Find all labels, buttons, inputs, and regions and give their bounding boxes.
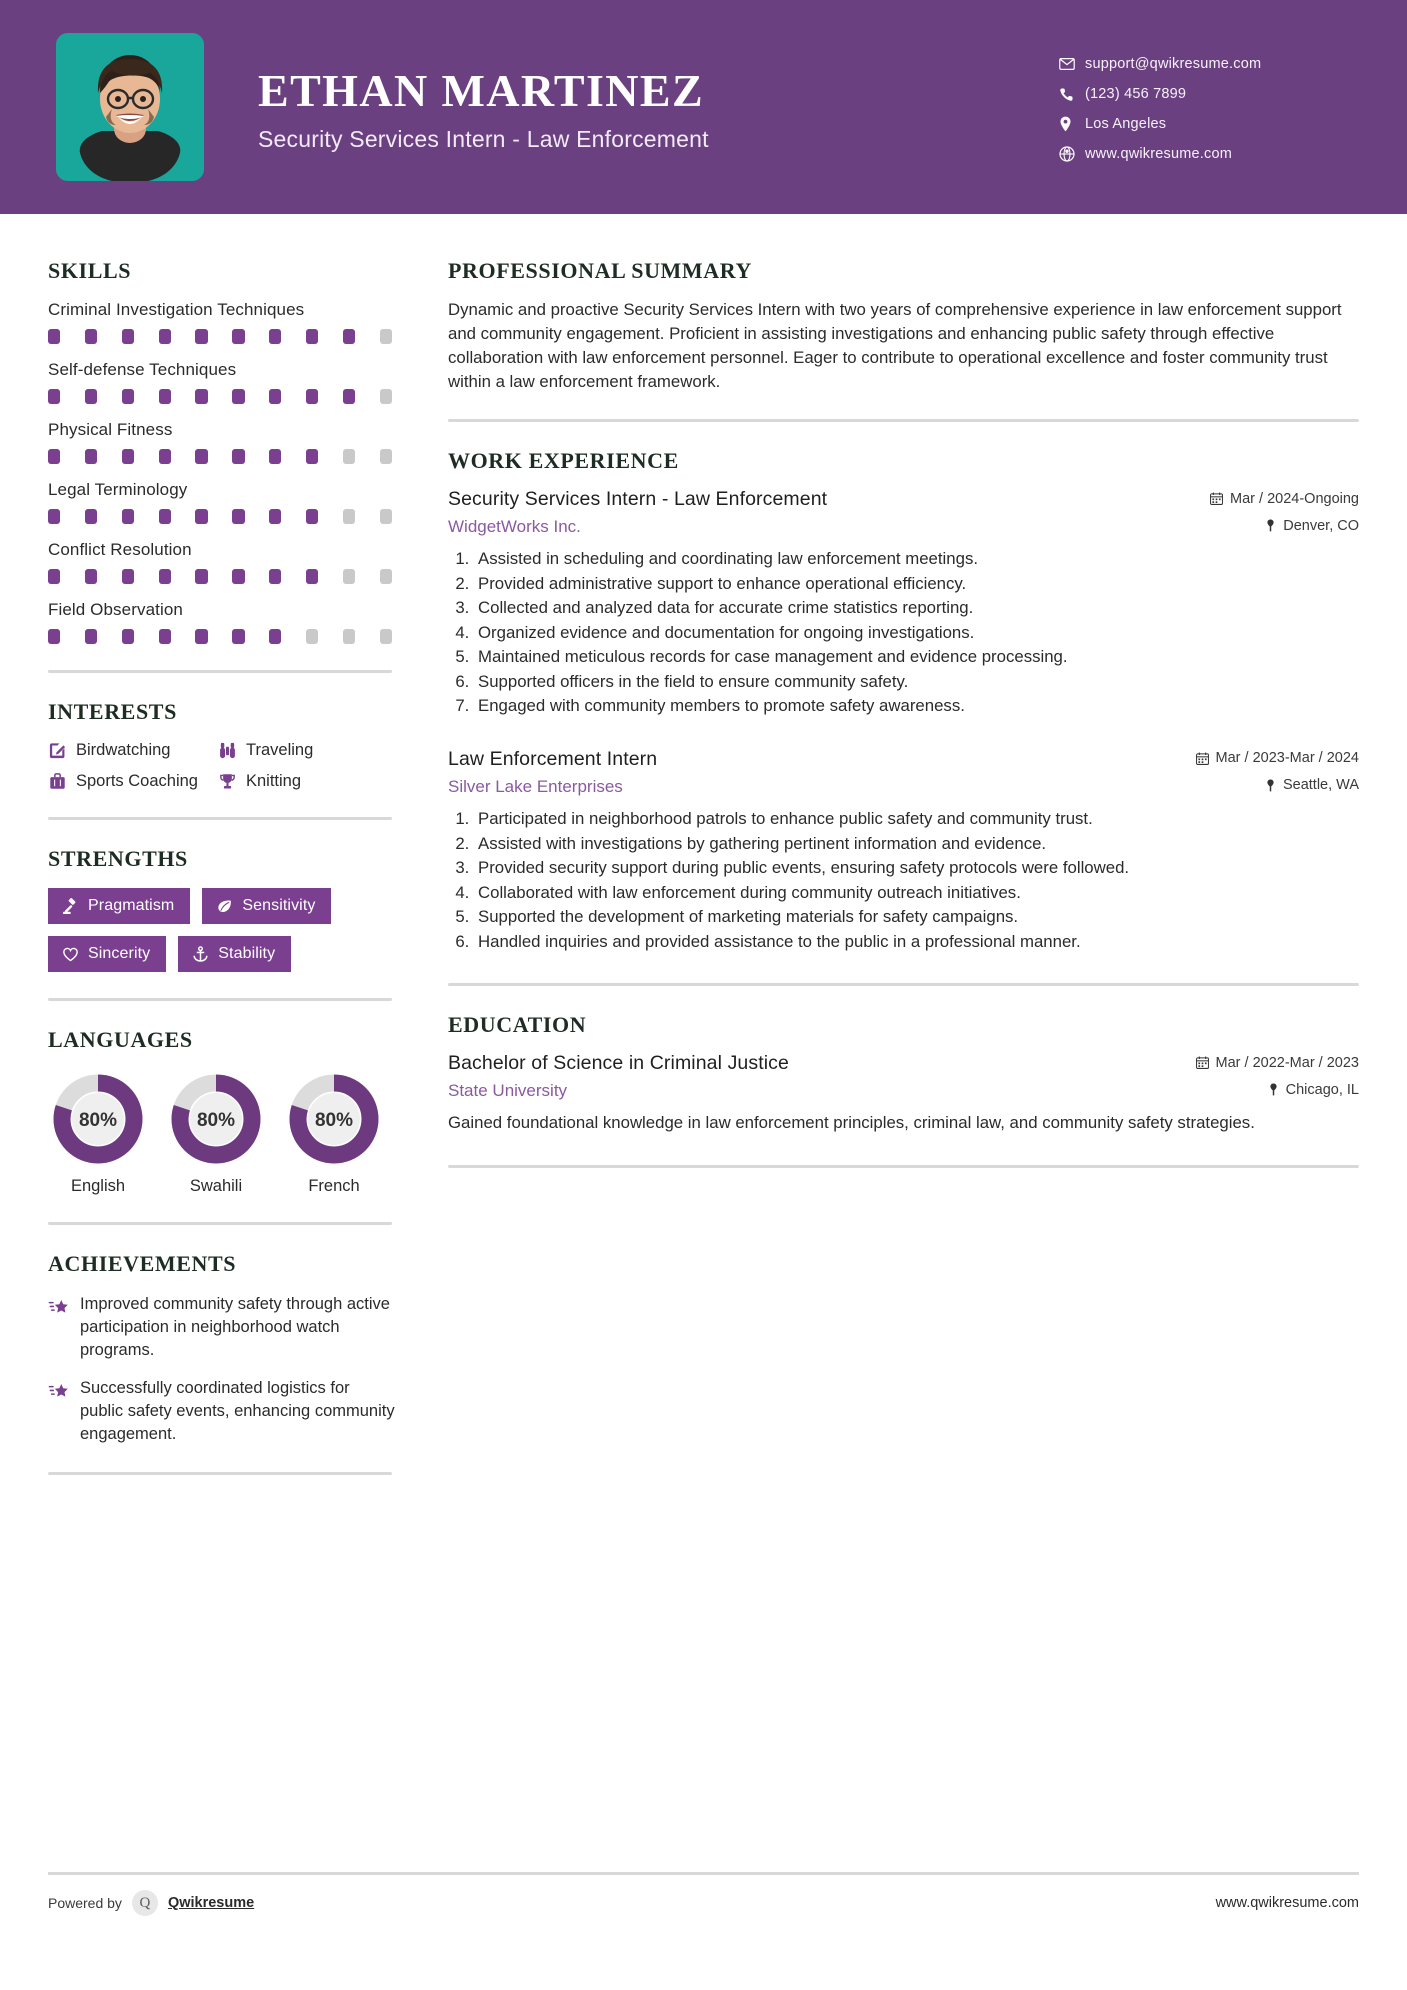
job-head [448, 488, 1359, 511]
phone-icon [1059, 87, 1085, 102]
job-title: Law Enforcement Intern [448, 747, 658, 770]
rating-dot-empty [380, 389, 392, 404]
skill-label: Legal Terminology [48, 480, 188, 499]
job-duty: 1. Assisted in scheduling and coordinating law enforcement meetings. [474, 547, 1359, 571]
experience-title: WORK EXPERIENCE [448, 448, 679, 474]
avatar-photo [56, 33, 204, 181]
rating-dot-filled [269, 569, 281, 584]
trophy-icon [218, 772, 246, 791]
skill-rating [48, 509, 392, 524]
gavel-icon [62, 898, 79, 915]
skill-item [48, 360, 400, 404]
section-education [448, 1012, 1359, 1135]
avatar [56, 33, 204, 181]
leaf-icon [216, 898, 233, 915]
rating-dot-filled [85, 389, 97, 404]
map-pin-icon [1265, 779, 1276, 792]
rating-dot-filled [85, 449, 97, 464]
divider [48, 1222, 392, 1225]
rating-dot-filled [232, 329, 244, 344]
school-name: State University [448, 1081, 568, 1101]
pencil-square-icon [48, 741, 76, 760]
job-duties [474, 807, 1359, 953]
rating-dot-filled [48, 509, 60, 524]
job-duty: 5. Maintained meticulous records for case management and evidence processing. [474, 645, 1359, 669]
resume-body [0, 214, 1407, 1501]
rating-dot-filled [122, 449, 134, 464]
strength-badge [48, 888, 190, 924]
strengths-list [48, 888, 396, 972]
job-duty: 7. Engaged with community members to promote safety awareness. [474, 694, 1359, 718]
map-pin-icon [1268, 1083, 1279, 1096]
contact-email[interactable] [1059, 56, 1359, 72]
skill-item [48, 420, 400, 464]
language-donut-chart [166, 1069, 266, 1169]
job-entry [448, 748, 1359, 953]
section-skills [48, 258, 400, 644]
rating-dot-filled [48, 389, 60, 404]
section-achievements [48, 1251, 400, 1446]
job-head [448, 748, 1359, 771]
rating-dot-empty [343, 449, 355, 464]
section-languages [48, 1027, 400, 1196]
rating-dot-filled [269, 509, 281, 524]
interest-label: Traveling [246, 741, 314, 759]
job-duty: 6. Supported officers in the field to ensure community safety. [474, 670, 1359, 694]
heart-icon [62, 946, 79, 963]
skill-rating [48, 629, 392, 644]
rating-dot-empty [380, 509, 392, 524]
strength-badge [178, 936, 291, 972]
rating-dot-filled [269, 329, 281, 344]
rating-dot-filled [232, 629, 244, 644]
job-duty: 6. Handled inquiries and provided assistance to the public in a professional manner. [474, 930, 1359, 954]
divider [448, 983, 1359, 986]
skill-item [48, 600, 400, 644]
achievement-item [48, 1377, 396, 1445]
contact-location [1059, 116, 1359, 132]
rating-dot-filled [232, 449, 244, 464]
section-strengths [48, 846, 400, 972]
identity-block [258, 61, 1059, 152]
strength-label: Pragmatism [88, 897, 175, 914]
rating-dot-filled [195, 329, 207, 344]
job-duty: 1. Participated in neighborhood patrols to enhance public safety and community trust. [474, 807, 1359, 831]
degree-title: Bachelor of Science in Criminal Justice [448, 1052, 789, 1075]
skill-rating [48, 389, 392, 404]
job-entry [448, 488, 1359, 718]
contact-list [1059, 52, 1359, 162]
languages-title: LANGUAGES [48, 1027, 193, 1052]
education-description: Gained foundational knowledge in law enforcement principles, criminal law, and community safety strategies. [448, 1113, 1255, 1133]
skill-label: Self-defense Techniques [48, 360, 237, 379]
rating-dot-filled [48, 329, 60, 344]
language-label: Swahili [189, 1177, 243, 1195]
job-duties [474, 547, 1359, 718]
interest-item [48, 772, 218, 791]
qwikresume-logo-icon: Q [132, 1890, 158, 1916]
job-location-value: Denver, CO [1283, 517, 1359, 534]
job-location [1265, 777, 1359, 793]
job-sub [448, 777, 1359, 797]
divider [48, 998, 392, 1001]
language-item [284, 1069, 384, 1196]
rating-dot-filled [232, 569, 244, 584]
rating-dot-filled [159, 509, 171, 524]
interest-item [218, 741, 400, 760]
education-sub [448, 1081, 1359, 1101]
rating-dot-filled [159, 329, 171, 344]
candidate-name: ETHAN MARTINEZ [258, 65, 705, 117]
summary-title: PROFESSIONAL SUMMARY [448, 258, 752, 283]
rating-dot-filled [122, 569, 134, 584]
main-content [400, 214, 1407, 1501]
jobs-list [448, 488, 1359, 953]
job-duty: 5. Supported the development of marketing materials for safety campaigns. [474, 905, 1359, 929]
rating-dot-filled [159, 629, 171, 644]
education-title: EDUCATION [448, 1012, 587, 1038]
resume-header [0, 0, 1407, 214]
language-label: French [308, 1177, 360, 1195]
achievements-title: ACHIEVEMENTS [48, 1251, 237, 1276]
rating-dot-filled [85, 509, 97, 524]
candidate-role: Security Services Intern - Law Enforcement [258, 125, 709, 152]
achievement-item [48, 1293, 396, 1361]
powered-by [48, 1890, 254, 1916]
strength-label: Sincerity [88, 945, 151, 962]
contact-phone-value: (123) 456 7899 [1085, 86, 1187, 102]
job-duty: 2. Provided administrative support to enhance operational efficiency. [474, 572, 1359, 596]
svg-text:80%: 80% [78, 1110, 118, 1131]
divider [48, 1472, 392, 1475]
job-dates-value: Mar / 2023-Mar / 2024 [1215, 750, 1359, 767]
rating-dot-empty [380, 449, 392, 464]
language-donut-chart [284, 1069, 384, 1169]
language-item [48, 1069, 148, 1196]
rating-dot-filled [195, 389, 207, 404]
star-burst-icon [48, 1293, 80, 1361]
rating-dot-empty [343, 629, 355, 644]
svg-text:80%: 80% [196, 1110, 236, 1131]
powered-by-label: Powered by [48, 1895, 122, 1911]
rating-dot-filled [122, 629, 134, 644]
job-title: Security Services Intern - Law Enforcement [448, 488, 828, 511]
calendar-icon [1196, 752, 1209, 765]
rating-dot-empty [306, 629, 318, 644]
rating-dot-filled [85, 629, 97, 644]
rating-dot-filled [195, 629, 207, 644]
map-pin-icon [1265, 519, 1276, 532]
skills-list [48, 300, 400, 644]
rating-dot-filled [343, 329, 355, 344]
rating-dot-filled [306, 569, 318, 584]
sidebar [0, 214, 400, 1501]
rating-dot-filled [195, 509, 207, 524]
interest-item [218, 772, 400, 791]
skill-label: Conflict Resolution [48, 540, 192, 559]
section-summary [448, 258, 1359, 393]
star-burst-icon [48, 1377, 80, 1445]
rating-dot-filled [232, 509, 244, 524]
achievement-text: Improved community safety through active participation in neighborhood watch programs. [80, 1295, 390, 1359]
education-dates-value: Mar / 2022-Mar / 2023 [1215, 1054, 1359, 1071]
rating-dot-filled [269, 449, 281, 464]
briefcase-icon [48, 772, 76, 791]
job-dates [1210, 491, 1359, 507]
footer-divider [48, 1872, 1359, 1875]
skill-rating [48, 449, 392, 464]
globe-icon [1059, 146, 1085, 162]
rating-dot-filled [85, 329, 97, 344]
skill-rating [48, 329, 392, 344]
job-location-value: Seattle, WA [1282, 777, 1359, 794]
job-duty: 3. Collected and analyzed data for accurate crime statistics reporting. [474, 596, 1359, 620]
qwikresume-brand-link[interactable]: Qwikresume [167, 1895, 255, 1911]
interest-label: Sports Coaching [76, 772, 198, 790]
rating-dot-filled [159, 389, 171, 404]
education-location-value: Chicago, IL [1285, 1081, 1359, 1098]
rating-dot-empty [380, 329, 392, 344]
strengths-title: STRENGTHS [48, 846, 188, 871]
rating-dot-empty [343, 509, 355, 524]
contact-phone[interactable] [1059, 86, 1359, 102]
languages-list [48, 1069, 400, 1196]
skill-label: Physical Fitness [48, 420, 173, 439]
education-location [1268, 1082, 1359, 1098]
skill-label: Criminal Investigation Techniques [48, 300, 305, 319]
footer-website[interactable]: www.qwikresume.com [1215, 1895, 1359, 1911]
rating-dot-filled [195, 449, 207, 464]
divider [48, 670, 392, 673]
achievement-text: Successfully coordinated logistics for public safety events, enhancing community engagement. [80, 1379, 395, 1443]
rating-dot-filled [306, 449, 318, 464]
section-interests [48, 699, 400, 791]
job-dates-value: Mar / 2024-Ongoing [1230, 490, 1359, 507]
rating-dot-empty [380, 629, 392, 644]
achievements-list [48, 1293, 400, 1446]
divider [448, 1165, 1359, 1168]
rating-dot-filled [269, 389, 281, 404]
calendar-icon [1210, 492, 1223, 505]
contact-website-value: www.qwikresume.com [1085, 146, 1233, 162]
job-duty: 4. Collaborated with law enforcement during community outreach initiatives. [474, 881, 1359, 905]
job-dates [1196, 750, 1359, 766]
interest-label: Knitting [246, 772, 302, 790]
rating-dot-filled [85, 569, 97, 584]
contact-email-value: support@qwikresume.com [1085, 56, 1262, 72]
skill-label: Field Observation [48, 600, 183, 619]
section-experience [448, 448, 1359, 953]
svg-text:80%: 80% [314, 1110, 354, 1131]
rating-dot-filled [159, 569, 171, 584]
resume-footer [0, 1872, 1407, 1990]
rating-dot-filled [269, 629, 281, 644]
rating-dot-filled [159, 449, 171, 464]
rating-dot-filled [306, 389, 318, 404]
rating-dot-filled [48, 629, 60, 644]
language-label: English [70, 1177, 126, 1195]
skill-item [48, 480, 400, 524]
anchor-icon [192, 946, 209, 963]
rating-dot-filled [48, 449, 60, 464]
divider [48, 817, 392, 820]
rating-dot-filled [306, 509, 318, 524]
job-location [1265, 518, 1359, 534]
skill-item [48, 300, 400, 344]
rating-dot-filled [122, 329, 134, 344]
contact-website[interactable] [1059, 146, 1359, 162]
contact-location-value: Los Angeles [1085, 116, 1167, 132]
interests-title: INTERESTS [48, 699, 177, 724]
language-item [166, 1069, 266, 1196]
envelope-icon [1059, 56, 1085, 72]
rating-dot-filled [343, 389, 355, 404]
education-entry [448, 1052, 1359, 1135]
strength-label: Sensitivity [242, 897, 316, 914]
skill-item [48, 540, 400, 584]
strength-label: Stability [218, 945, 276, 962]
strength-badge [202, 888, 331, 924]
language-donut-chart [48, 1069, 148, 1169]
rating-dot-empty [343, 569, 355, 584]
rating-dot-filled [48, 569, 60, 584]
strength-badge [48, 936, 166, 972]
rating-dot-empty [380, 569, 392, 584]
rating-dot-filled [232, 389, 244, 404]
map-pin-icon [1059, 116, 1085, 132]
interest-item [48, 741, 218, 760]
calendar-icon [1196, 1056, 1209, 1069]
interests-list [48, 741, 400, 791]
job-duty: 4. Organized evidence and documentation for ongoing investigations. [474, 621, 1359, 645]
skill-rating [48, 569, 392, 584]
interest-label: Birdwatching [76, 741, 171, 759]
education-dates [1196, 1055, 1359, 1071]
job-sub [448, 517, 1359, 537]
skills-title: SKILLS [48, 258, 132, 283]
education-head [448, 1052, 1359, 1075]
job-company: Silver Lake Enterprises [448, 776, 623, 796]
binoculars-icon [218, 741, 246, 760]
rating-dot-filled [122, 389, 134, 404]
job-duty: 2. Assisted with investigations by gathering pertinent information and evidence. [474, 832, 1359, 856]
summary-text: Dynamic and proactive Security Services Intern with two years of comprehensive experience in law enforcement support and community engagement. Proficient in assisting investigations and enhancing public safety through effective collaboration with law enforcement personnel. Eager to contribute to operational excellence and foster community trust within a law enforcement framework. [448, 300, 1342, 391]
divider [448, 419, 1359, 422]
rating-dot-filled [122, 509, 134, 524]
job-company: WidgetWorks Inc. [448, 517, 581, 537]
rating-dot-filled [195, 569, 207, 584]
rating-dot-filled [306, 329, 318, 344]
job-duty: 3. Provided security support during public events, ensuring safety protocols were followed. [474, 856, 1359, 880]
